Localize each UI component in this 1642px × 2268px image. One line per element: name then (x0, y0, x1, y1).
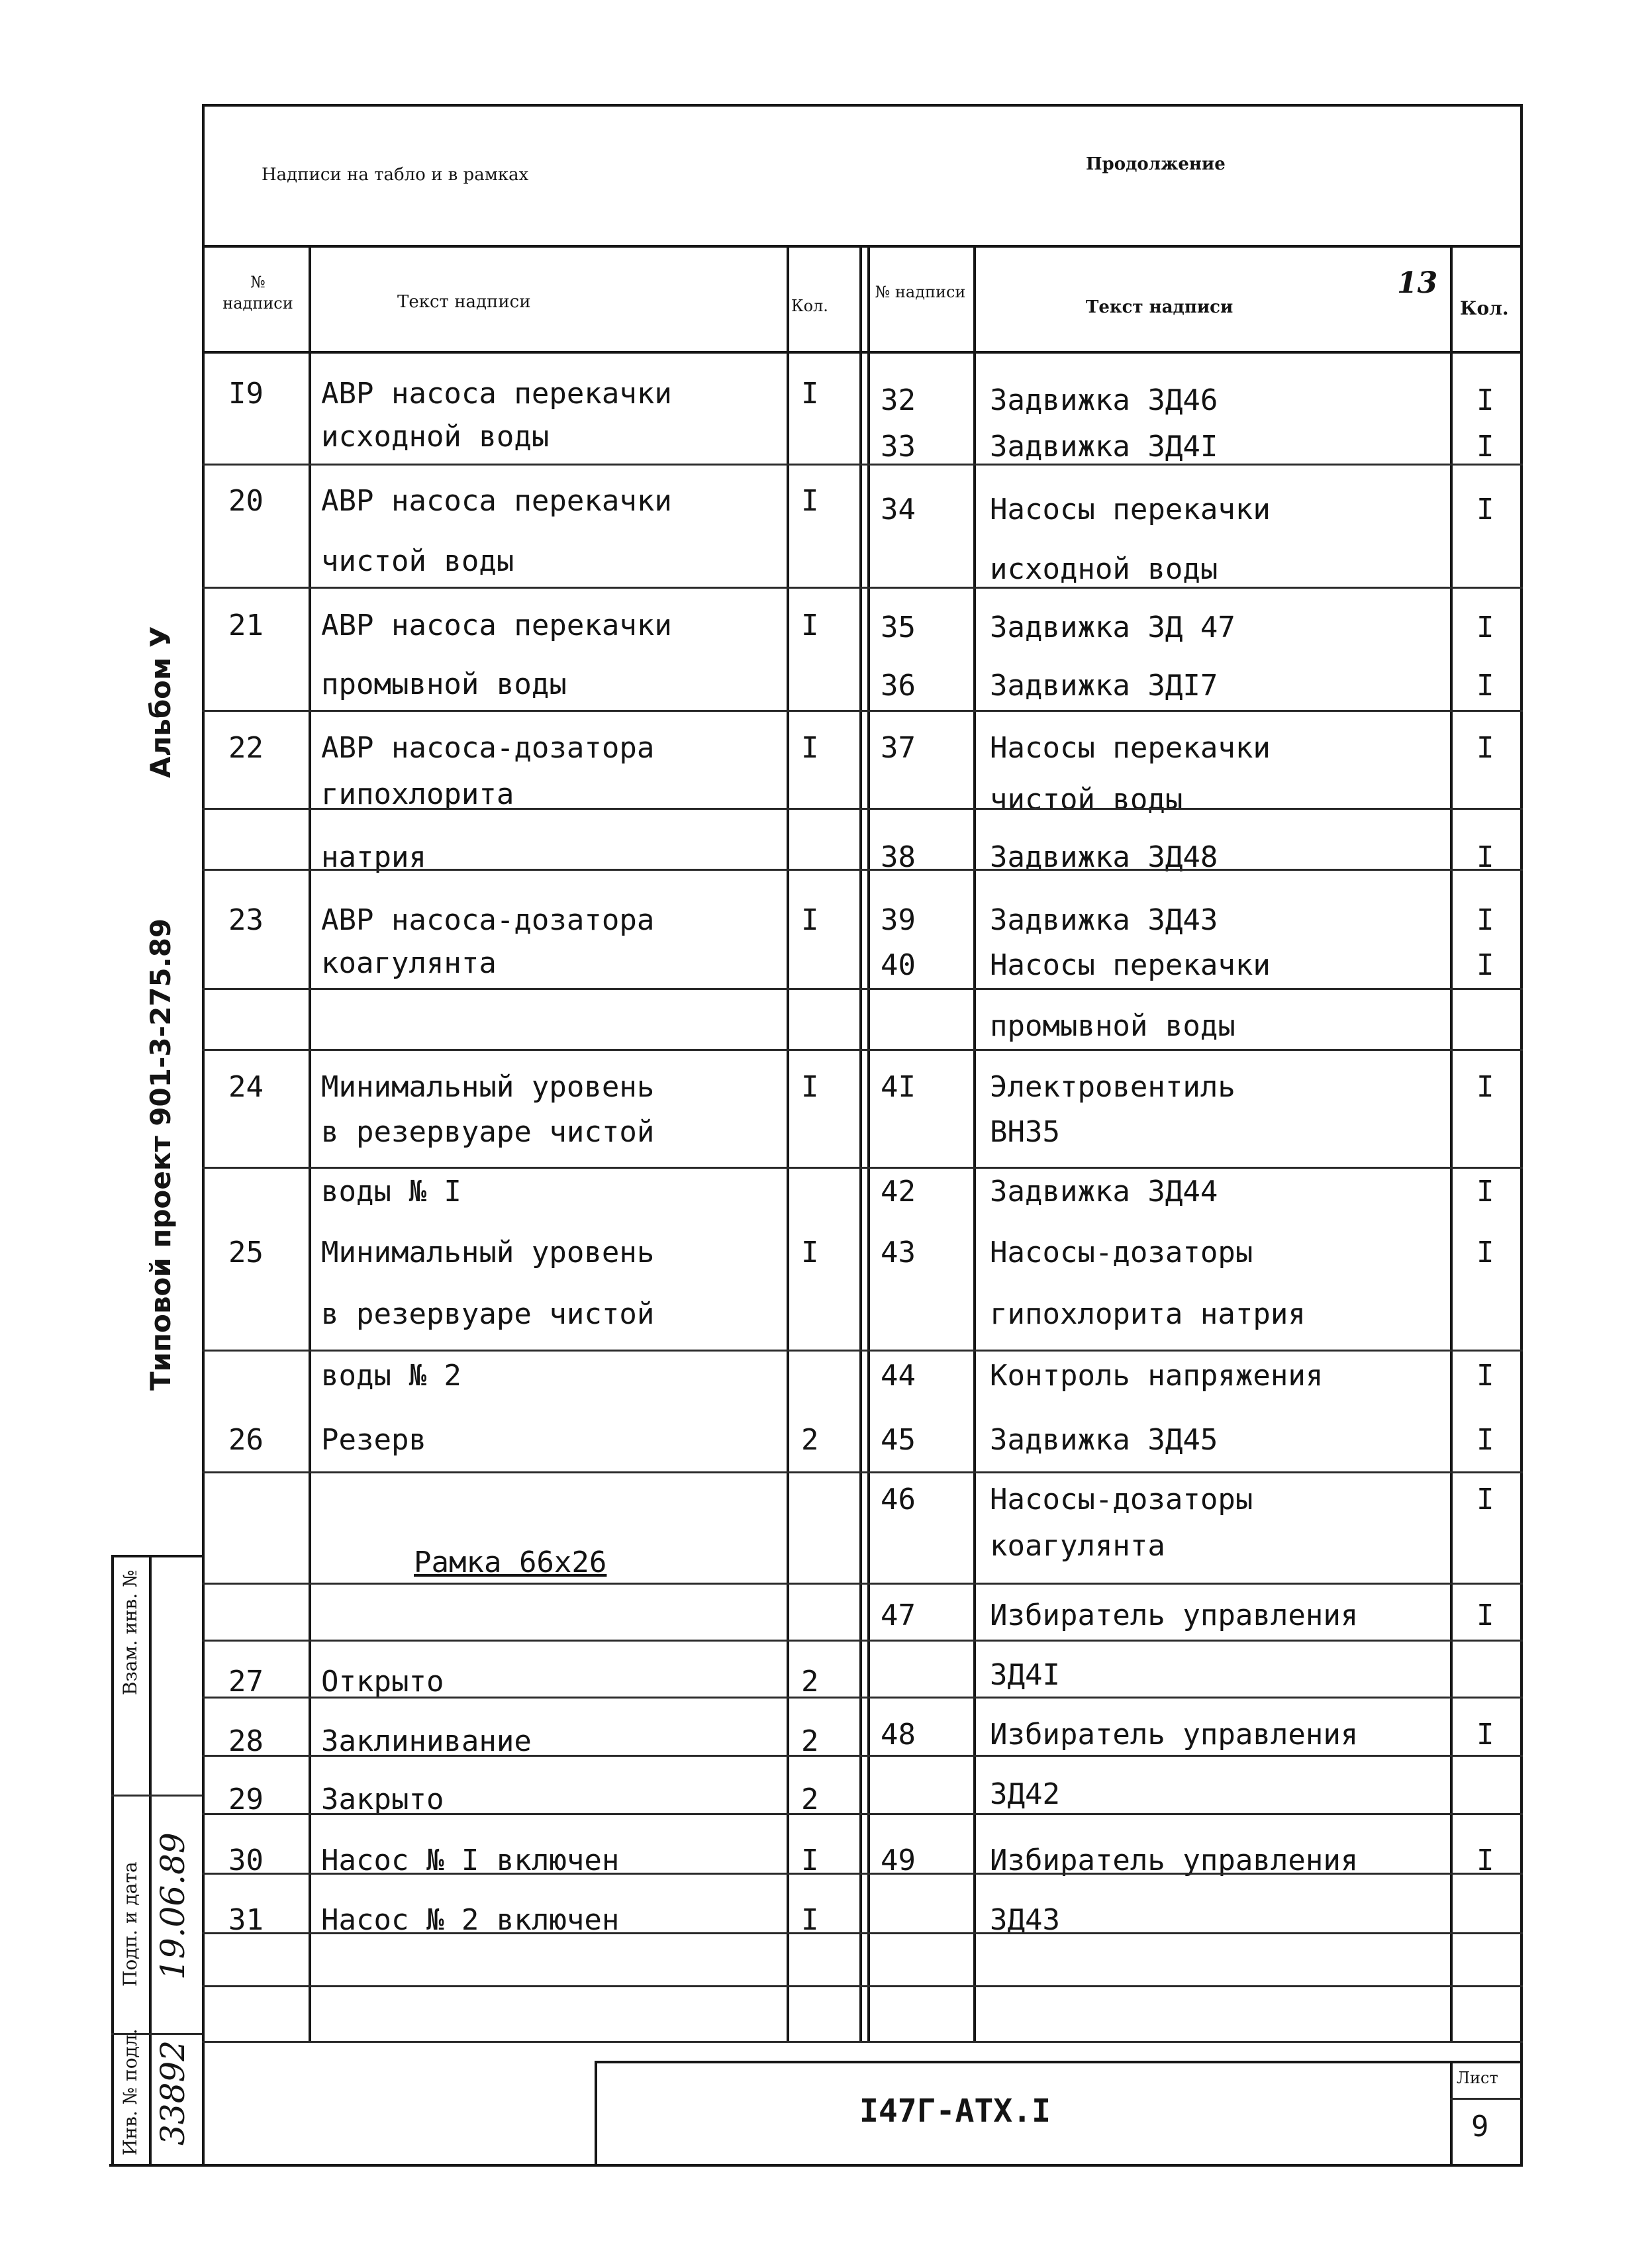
right-row-text: Избиратель управления (990, 1844, 1359, 1877)
table-header-bottom-line (202, 351, 1523, 354)
right-row-number: 44 (881, 1359, 916, 1393)
right-row-qty: I (1476, 1236, 1494, 1269)
table-row-line (202, 710, 1523, 712)
right-row-number: 35 (881, 611, 916, 644)
left-row-qty: I (801, 609, 819, 642)
right-row-qty: I (1476, 948, 1494, 982)
right-row-text: Задвижка ЗД43 (990, 903, 1218, 937)
table-row-line (202, 1350, 1523, 1352)
title-block-top-line (595, 2061, 1521, 2063)
right-row-number: 49 (881, 1844, 916, 1877)
left-row-text: Открыто (321, 1665, 444, 1699)
right-row-number: 37 (881, 731, 916, 765)
right-row-text: исходной воды (990, 552, 1218, 586)
left-row-text: Закрыто (321, 1783, 444, 1816)
left-row-number: 29 (228, 1783, 264, 1816)
right-row-number: 40 (881, 948, 916, 982)
right-row-number: 39 (881, 903, 916, 937)
sheet-box-left-line (1450, 2061, 1453, 2164)
stamp-replace-label: Взам. инв. № (119, 1569, 141, 1695)
right-row-number: 38 (881, 840, 916, 874)
left-row-number: 27 (228, 1665, 264, 1699)
right-row-text: ЗД4I (990, 1658, 1060, 1692)
right-col-num-header: № надписи (875, 283, 966, 301)
right-row-number: 4I (881, 1070, 916, 1104)
right-row-number: 42 (881, 1175, 916, 1208)
right-col-divider-qty (1450, 245, 1453, 2041)
left-row-qty: I (801, 484, 819, 518)
right-row-text: Избиратель управления (990, 1718, 1359, 1751)
left-row-text: исходной воды (321, 420, 550, 454)
left-row-qty: I (801, 903, 819, 937)
right-row-text: ЗД42 (990, 1777, 1060, 1811)
table-row-line (202, 1697, 1523, 1699)
title-block-left-line (595, 2061, 597, 2164)
left-row-qty: 2 (801, 1783, 819, 1816)
right-row-number: 45 (881, 1423, 916, 1457)
left-row-qty: I (801, 377, 819, 411)
left-row-qty: I (801, 1903, 819, 1937)
right-row-text: Задвижка ЗД44 (990, 1175, 1218, 1208)
right-row-text: Насосы-дозаторы (990, 1483, 1253, 1516)
stamp-top-line (111, 1555, 202, 1557)
left-row-number: 23 (228, 903, 264, 937)
left-row-text: в резервуаре чистой (321, 1297, 655, 1331)
right-row-text: коагулянта (990, 1529, 1165, 1563)
left-row-number: 21 (228, 609, 264, 642)
right-row-text: чистой воды (990, 783, 1183, 816)
table-row-line (202, 1167, 1523, 1169)
table-row-line (202, 1985, 1523, 1987)
right-row-number: 36 (881, 669, 916, 703)
stamp-inv-label: Инв. № подл. (119, 2028, 141, 2155)
frame-left-border (202, 104, 205, 2164)
left-row-text: Резерв (321, 1423, 426, 1457)
left-row-text: Заклинивание (321, 1724, 532, 1758)
table-row-line (202, 587, 1523, 589)
left-row-text: Минимальный уровень (321, 1070, 655, 1104)
left-row-number: 24 (228, 1070, 264, 1104)
sheet-box-mid-line (1450, 2098, 1521, 2100)
right-row-qty: I (1476, 1175, 1494, 1208)
right-row-qty: I (1476, 493, 1494, 526)
right-row-text: ВН35 (990, 1115, 1060, 1149)
left-row-text: АВР насоса перекачки (321, 484, 672, 518)
table-row-line (202, 1583, 1523, 1585)
left-row-text: промывной воды (321, 667, 567, 701)
table-row-line (202, 869, 1523, 871)
right-row-text: Насосы перекачки (990, 493, 1271, 526)
right-row-qty: I (1476, 669, 1494, 703)
table-row-line (202, 1873, 1523, 1875)
stamp-row-line-1 (111, 1795, 202, 1797)
left-row-text: АВР насоса перекачки (321, 609, 672, 642)
table-row-line (202, 2041, 1523, 2043)
table-row-line (202, 988, 1523, 990)
right-col-divider-num (973, 245, 976, 2041)
left-row-text: Рамка 66х26 (414, 1546, 607, 1579)
right-row-qty: I (1476, 430, 1494, 464)
table-row-line (202, 464, 1523, 466)
right-row-text: ЗД43 (990, 1903, 1060, 1937)
table-row-line (202, 808, 1523, 810)
right-row-qty: I (1476, 1718, 1494, 1751)
left-row-text: АВР насоса-дозатора (321, 903, 655, 937)
table-row-line (202, 1049, 1523, 1051)
left-row-qty: 2 (801, 1724, 819, 1758)
stamp-sign-label: Подп. и дата (119, 1861, 141, 1987)
right-row-number: 34 (881, 493, 916, 526)
frame-top-border (202, 104, 1523, 107)
right-row-text: промывной воды (990, 1009, 1235, 1043)
right-row-number: 46 (881, 1483, 916, 1516)
right-row-qty: I (1476, 1483, 1494, 1516)
right-row-text: Насосы-дозаторы (990, 1236, 1253, 1269)
right-row-qty: I (1476, 903, 1494, 937)
right-row-text: Задвижка ЗД48 (990, 840, 1218, 874)
left-row-number: 30 (228, 1844, 264, 1877)
sheet-number: 9 (1471, 2110, 1489, 2144)
left-row-number: 20 (228, 484, 264, 518)
frame-right-border (1520, 104, 1523, 2164)
left-row-text: гипохлорита (321, 777, 514, 811)
table-row-line (202, 1813, 1523, 1815)
left-col-divider-num (309, 245, 311, 2041)
right-row-qty: I (1476, 383, 1494, 417)
stamp-col-line-1 (111, 1555, 114, 2164)
table-row-line (202, 1640, 1523, 1642)
right-row-qty: I (1476, 1359, 1494, 1393)
drawing-code: I47Г-АТХ.I (859, 2093, 1051, 2130)
project-label: Типовой проект 901-3-275.89 (144, 918, 177, 1391)
left-row-number: I9 (228, 377, 264, 411)
left-row-text: воды № I (321, 1175, 461, 1208)
left-row-number: 25 (228, 1236, 264, 1269)
page-mark: 13 (1397, 266, 1438, 300)
stamp-col-line-2 (149, 1555, 152, 2164)
left-row-number: 28 (228, 1724, 264, 1758)
right-col-text-header: Текст надписи (1086, 297, 1233, 317)
left-row-text: натрия (321, 840, 426, 874)
left-row-number: 31 (228, 1903, 264, 1937)
left-col-divider-qty (787, 245, 789, 2041)
right-row-qty: I (1476, 1599, 1494, 1632)
right-row-qty: I (1476, 1423, 1494, 1457)
right-col-qty-header: Кол. (1460, 297, 1509, 319)
right-row-number: 32 (881, 383, 916, 417)
right-row-text: Задвижка ЗД45 (990, 1423, 1218, 1457)
left-col-text-header: Текст надписи (397, 292, 531, 312)
left-row-qty: I (801, 1070, 819, 1104)
left-row-text: Минимальный уровень (321, 1236, 655, 1269)
left-row-text: воды № 2 (321, 1359, 461, 1393)
left-row-text: Насос № I включен (321, 1844, 620, 1877)
stamp-sign-date: 19.06.89 (154, 1832, 192, 1980)
right-row-text: Контроль напряжения (990, 1359, 1324, 1393)
right-row-text: Задвижка ЗД4I (990, 430, 1218, 464)
sheet-label: Лист (1457, 2069, 1498, 2087)
left-row-qty: 2 (801, 1665, 819, 1699)
frame-bottom-border (109, 2164, 1523, 2167)
left-row-qty: I (801, 1236, 819, 1269)
right-row-text: Задвижка ЗД46 (990, 383, 1218, 417)
continuation-label: Продолжение (1086, 154, 1226, 174)
right-row-number: 33 (881, 430, 916, 464)
table-center-divider-a (859, 245, 862, 2041)
table-row-line (202, 1755, 1523, 1757)
left-row-text: Насос № 2 включен (321, 1903, 620, 1937)
right-row-text: Насосы перекачки (990, 948, 1271, 982)
left-row-text: АВР насоса перекачки (321, 377, 672, 411)
left-row-text: АВР насоса-дозатора (321, 731, 655, 765)
right-row-qty: I (1476, 731, 1494, 765)
left-row-qty: I (801, 731, 819, 765)
right-row-number: 43 (881, 1236, 916, 1269)
table-center-divider-b (867, 245, 870, 2041)
left-row-number: 22 (228, 731, 264, 765)
table-row-line (202, 1471, 1523, 1473)
left-col-qty-header: Кол. (791, 297, 828, 315)
left-row-text: в резервуаре чистой (321, 1115, 655, 1149)
right-row-qty: I (1476, 611, 1494, 644)
table-header-top-line (202, 245, 1523, 248)
left-row-text: коагулянта (321, 946, 497, 980)
right-row-text: Избиратель управления (990, 1599, 1359, 1632)
right-row-qty: I (1476, 840, 1494, 874)
left-row-qty: 2 (801, 1423, 819, 1457)
right-row-text: Электровентиль (990, 1070, 1235, 1104)
left-row-text: чистой воды (321, 544, 514, 578)
right-row-qty: I (1476, 1844, 1494, 1877)
album-label: Альбом У (144, 626, 177, 778)
stamp-inv-number: 33892 (154, 2040, 192, 2145)
right-row-number: 47 (881, 1599, 916, 1632)
left-col-num-header: № надписи (222, 273, 293, 313)
right-row-text: Задвижка ЗДI7 (990, 669, 1218, 703)
right-row-text: Задвижка ЗД 47 (990, 611, 1235, 644)
right-row-number: 48 (881, 1718, 916, 1751)
right-row-qty: I (1476, 1070, 1494, 1104)
right-row-text: Насосы перекачки (990, 731, 1271, 765)
left-row-number: 26 (228, 1423, 264, 1457)
table-row-line (202, 1932, 1523, 1934)
left-row-qty: I (801, 1844, 819, 1877)
right-row-text: гипохлорита натрия (990, 1297, 1306, 1331)
left-title: Надписи на табло и в рамках (262, 165, 529, 185)
